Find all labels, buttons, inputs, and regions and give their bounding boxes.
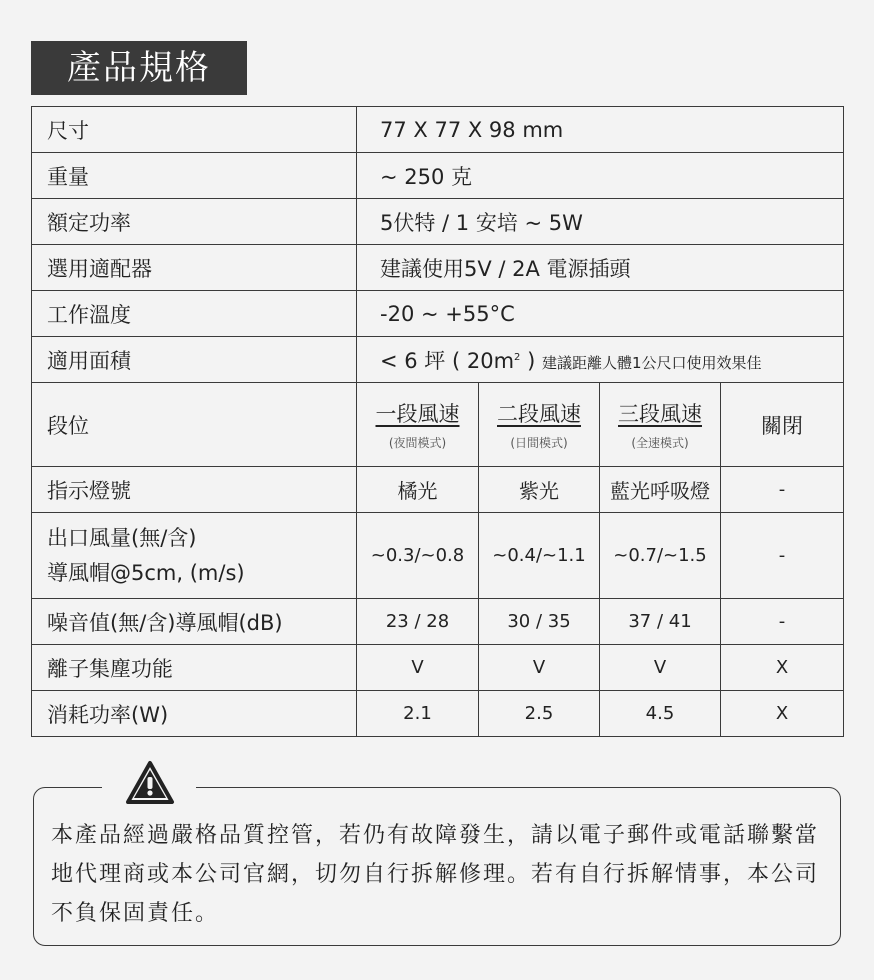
airflow-label-line2: 導風帽@5cm, (m/s) bbox=[47, 560, 245, 585]
row-value: 77 X 77 X 98 mm bbox=[357, 107, 844, 153]
cell: 30 / 35 bbox=[479, 599, 600, 645]
table-row bbox=[32, 337, 844, 383]
cell: 藍光呼吸燈 bbox=[600, 467, 721, 513]
row-value: ~ 250 克 bbox=[357, 153, 844, 199]
row-label: 工作溫度 bbox=[32, 291, 357, 337]
row-label: 適用面積 bbox=[32, 337, 357, 383]
cell: 37 / 41 bbox=[600, 599, 721, 645]
cell: - bbox=[721, 513, 844, 599]
row-value: 5伏特 / 1 安培 ~ 5W bbox=[357, 199, 844, 245]
table-row bbox=[32, 599, 844, 645]
cell: X bbox=[721, 645, 844, 691]
mode-3-sub: (全速模式) bbox=[631, 436, 689, 450]
notice-text: 本產品經過嚴格品質控管，若仍有故障發生，請以電子郵件或電話聯繫當地代理商或本公司官網，切勿自行拆解修理。若有自行拆解情事，本公司不負保固責任。 bbox=[51, 823, 820, 926]
table-row-modes bbox=[32, 383, 844, 467]
mode-2-cell bbox=[479, 383, 600, 467]
mode-2-sub: (日間模式) bbox=[510, 436, 568, 450]
row-label: 離子集塵功能 bbox=[32, 645, 357, 691]
row-value bbox=[357, 337, 844, 383]
table-row bbox=[32, 107, 844, 153]
cell: ~0.7/~1.5 bbox=[600, 513, 721, 599]
spec-table bbox=[31, 106, 844, 737]
cell: 紫光 bbox=[479, 467, 600, 513]
row-label: 指示燈號 bbox=[32, 467, 357, 513]
notice-box bbox=[33, 787, 841, 946]
table-row bbox=[32, 291, 844, 337]
airflow-label-line1: 出口風量(無/含) bbox=[47, 525, 197, 550]
row-label: 噪音值(無/含)導風帽(dB) bbox=[32, 599, 357, 645]
cell: - bbox=[721, 467, 844, 513]
cell: X bbox=[721, 691, 844, 737]
warning-icon bbox=[125, 760, 175, 806]
mode-off-cell: 關閉 bbox=[721, 383, 844, 467]
cell: 橘光 bbox=[357, 467, 479, 513]
row-label: 尺寸 bbox=[32, 107, 357, 153]
mode-1-sub: (夜間模式) bbox=[388, 436, 447, 450]
area-close: ) bbox=[520, 348, 536, 373]
area-note: 建議距離人體1公尺口使用效果佳 bbox=[541, 353, 762, 372]
cell: V bbox=[479, 645, 600, 691]
area-superscript: 2 bbox=[514, 351, 521, 363]
mode-2-name: 二段風速 bbox=[497, 402, 581, 426]
page-title: 產品規格 bbox=[31, 41, 247, 95]
cell: 23 / 28 bbox=[357, 599, 479, 645]
row-label: 消耗功率(W) bbox=[32, 691, 357, 737]
table-row bbox=[32, 645, 844, 691]
table-row bbox=[32, 467, 844, 513]
row-label: 額定功率 bbox=[32, 199, 357, 245]
table-row bbox=[32, 153, 844, 199]
table-row bbox=[32, 513, 844, 599]
cell: 2.5 bbox=[479, 691, 600, 737]
mode-3-cell bbox=[600, 383, 721, 467]
row-label: 段位 bbox=[32, 383, 357, 467]
table-row bbox=[32, 199, 844, 245]
cell: - bbox=[721, 599, 844, 645]
cell: ~0.4/~1.1 bbox=[479, 513, 600, 599]
row-value: 建議使用5V / 2A 電源插頭 bbox=[357, 245, 844, 291]
row-label: 選用適配器 bbox=[32, 245, 357, 291]
row-value: -20 ~ +55°C bbox=[357, 291, 844, 337]
cell: V bbox=[600, 645, 721, 691]
table-row bbox=[32, 245, 844, 291]
cell: V bbox=[357, 645, 479, 691]
mode-1-name: 一段風速 bbox=[375, 402, 460, 426]
cell: 4.5 bbox=[600, 691, 721, 737]
row-label bbox=[32, 513, 357, 599]
mode-3-name: 三段風速 bbox=[618, 402, 702, 426]
area-value: < 6 坪 ( 20m bbox=[380, 348, 515, 373]
cell: ~0.3/~0.8 bbox=[357, 513, 479, 599]
table-row bbox=[32, 691, 844, 737]
mode-1-cell bbox=[357, 383, 479, 467]
cell: 2.1 bbox=[357, 691, 479, 737]
row-label: 重量 bbox=[32, 153, 357, 199]
